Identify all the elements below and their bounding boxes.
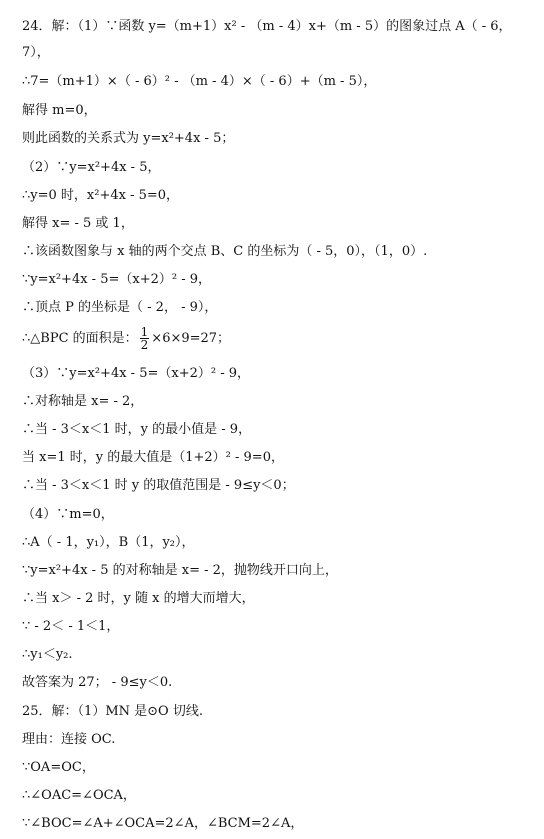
text-line-22: ∵ - 2＜ - 1＜1， [22,619,120,634]
area-result: ×6×9=27； [151,331,231,346]
text-line-2: 7）， [22,45,50,60]
text-line-9: ∴该函数图象与 x 轴的两个交点 B、C 的坐标为（ - 5，0），（1，0）. [22,244,428,259]
text-line-5: 则此函数的关系式为 y=x²+4x - 5； [22,131,235,146]
text-line-3: ∴7=（m+1）×（ - 6）² - （m - 4）×（ - 6）+（m - 5）， [22,74,377,89]
text-line-29: ∵∠BOC=∠A+∠OCA=2∠A，∠BCM=2∠A， [22,816,304,831]
fraction-numerator: 1 [140,325,149,339]
text-line-21: ∴当 x＞ - 2 时，y 随 x 的增大而增大， [22,591,255,606]
text-line-13: （3）∵y=x²+4x - 5=（x+2）² - 9， [22,366,251,381]
text-line-10: ∵y=x²+4x - 5=（x+2）² - 9， [22,272,212,287]
text-line-27: ∵OA=OC， [22,760,95,775]
text-line-28: ∴∠OAC=∠OCA， [22,788,136,803]
text-line-8: 解得 x= - 5 或 1， [22,216,134,231]
text-line-20: ∵y=x²+4x - 5 的对称轴是 x= - 2，抛物线开口向上， [22,563,338,578]
text-line-24: 故答案为 27； - 9≤y＜0. [22,675,173,690]
text-line-23: ∴y₁＜y₂. [22,647,73,662]
area-label: ∴△BPC 的面积是： [22,331,138,346]
text-line-26: 理由：连接 OC. [22,732,116,747]
text-line-18: （4）∵m=0， [22,507,114,522]
text-line-4: 解得 m=0， [22,103,97,118]
text-line-16: 当 x=1 时，y 的最大值是（1+2）² - 9=0， [22,450,284,465]
text-line-25: 25．解：（1）MN 是⊙O 切线. [22,704,203,719]
text-line-7: ∴y=0 时，x²+4x - 5=0， [22,188,180,203]
text-line-12-area [22,326,230,351]
text-line-17: ∴当 - 3＜x＜1 时 y 的取值范围是 - 9≤y＜0； [22,478,295,493]
fraction-denominator: 2 [140,338,149,352]
fraction [140,326,150,351]
text-line-15: ∴当 - 3＜x＜1 时，y 的最小值是 - 9， [22,422,252,437]
text-line-19: ∴A（ - 1，y₁），B（1，y₂）， [22,535,195,550]
text-line-14: ∴对称轴是 x= - 2， [22,394,144,409]
text-line-6: （2）∵y=x²+4x - 5， [22,160,161,175]
text-line-11: ∴顶点 P 的坐标是（ - 2， - 9）， [22,300,218,315]
text-line-1: 24．解：（1）∵函数 y=（m+1）x² - （m - 4）x+（m - 5）的图象过点 A（ - 6， [22,19,512,34]
